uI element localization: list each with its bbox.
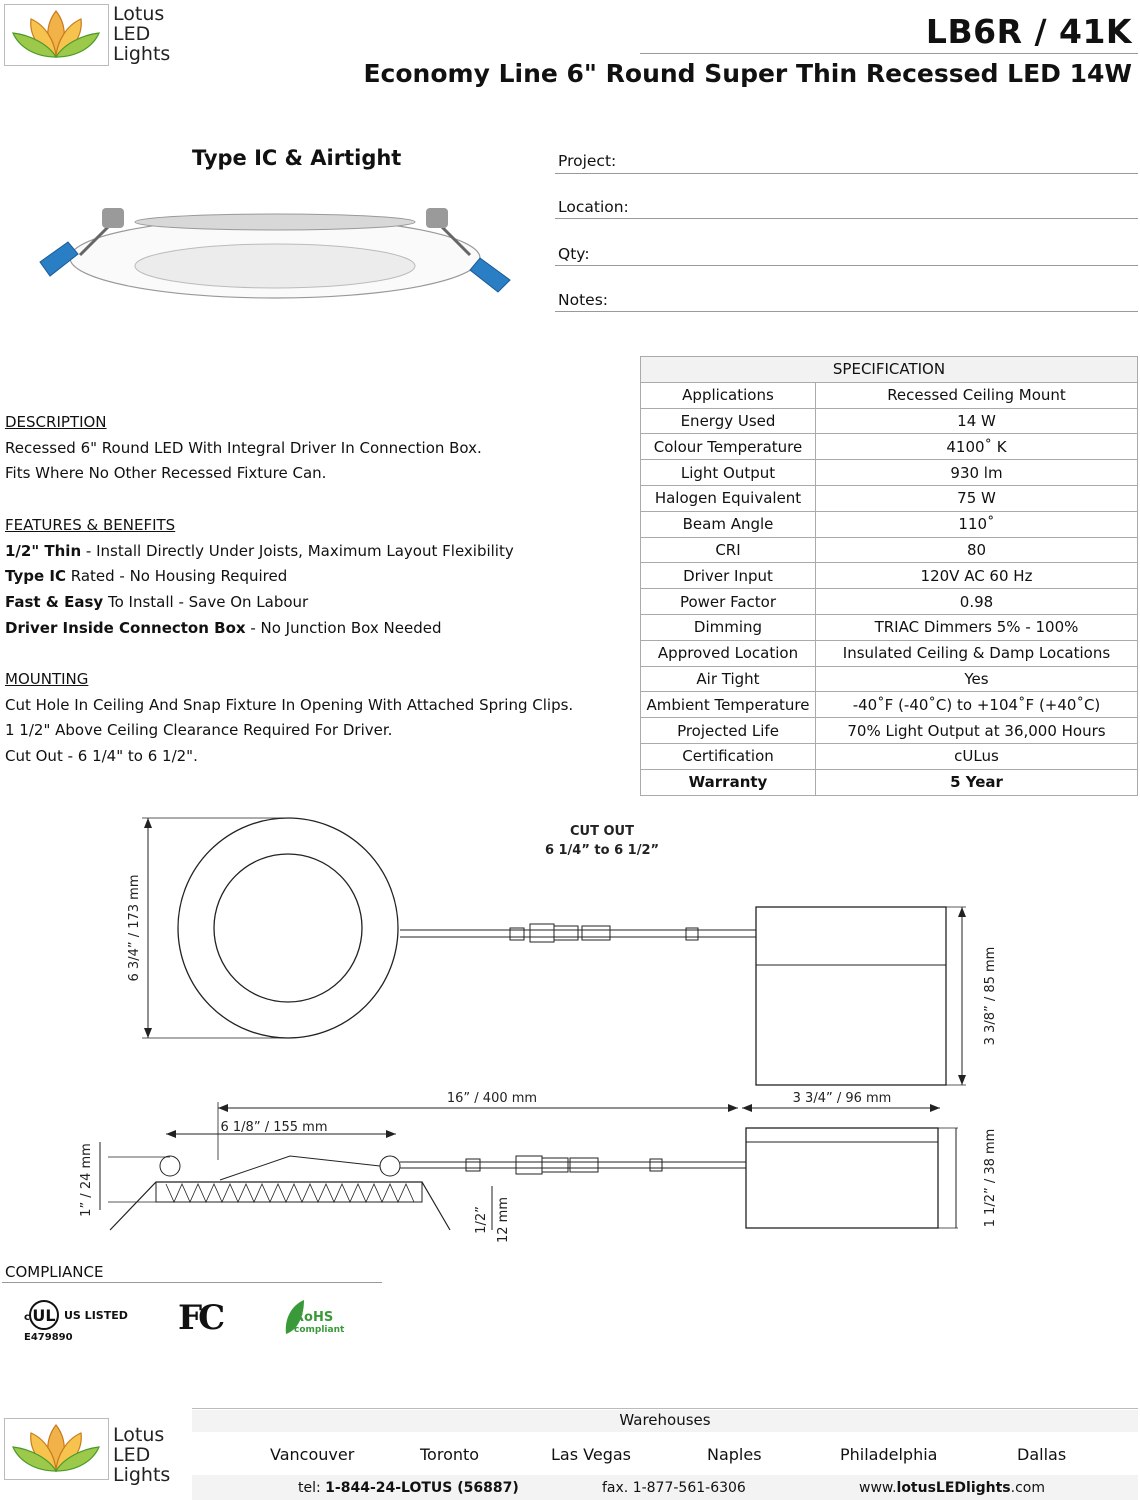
project-field[interactable]	[555, 173, 1138, 174]
spec-label: Power Factor	[641, 589, 816, 615]
technical-drawing	[70, 810, 1030, 1260]
spec-label: Certification	[641, 743, 816, 769]
warehouse-city: Toronto	[420, 1445, 480, 1464]
body-dim-label: 6 1/8” / 155 mm	[220, 1120, 328, 1135]
spec-label: Air Tight	[641, 666, 816, 692]
warehouse-city: Philadelphia	[840, 1445, 938, 1464]
spec-row	[641, 666, 1138, 692]
spec-label: Beam Angle	[641, 511, 816, 537]
spec-value: Insulated Ceiling & Damp Locations	[816, 640, 1138, 666]
fax: fax. 1-877-561-6306	[602, 1480, 746, 1496]
spec-label: Ambient Temperature	[641, 692, 816, 718]
model-number: LB6R / 41K	[925, 12, 1132, 51]
spec-value: 75 W	[816, 485, 1138, 511]
warehouse-city: Vancouver	[270, 1445, 355, 1464]
spec-row	[641, 589, 1138, 615]
ul-logo	[22, 1298, 132, 1348]
spec-title: SPECIFICATION	[641, 357, 1138, 383]
spec-label: Warranty	[641, 769, 816, 795]
features-heading: FEATURES & BENEFITS	[5, 516, 176, 534]
spec-row	[641, 614, 1138, 640]
spec-value: 70% Light Output at 36,000 Hours	[816, 718, 1138, 744]
qty-field[interactable]	[555, 265, 1138, 266]
spec-row	[641, 537, 1138, 563]
ul-number: E479890	[24, 1332, 73, 1343]
spec-label: CRI	[641, 537, 816, 563]
ul-listed-text: US LISTED	[64, 1309, 128, 1322]
mounting-line: Cut Out - 6 1/4" to 6 1/2".	[5, 747, 198, 765]
location-field[interactable]	[555, 218, 1138, 219]
svg-text:UL: UL	[32, 1306, 56, 1325]
description-line: Recessed 6" Round LED With Integral Driver In Connection Box.	[5, 439, 482, 457]
warehouses-title: Warehouses	[619, 1411, 711, 1429]
thin-mm-label: 12 mm	[496, 1196, 511, 1244]
spec-row	[641, 563, 1138, 589]
mounting-line: Cut Hole In Ceiling And Snap Fixture In Opening With Attached Spring Clips.	[5, 696, 574, 714]
spec-label: Light Output	[641, 460, 816, 486]
spec-row	[641, 692, 1138, 718]
spec-value: cULus	[816, 743, 1138, 769]
feature-item: Type IC Rated - No Housing Required	[5, 567, 288, 585]
spec-row	[641, 640, 1138, 666]
height-dim-label: 6 3/4” / 173 mm	[127, 874, 142, 982]
spec-row	[641, 408, 1138, 434]
spec-value: 0.98	[816, 589, 1138, 615]
box-dim-label: 3 3/8” / 85 mm	[983, 946, 998, 1046]
spec-value: Recessed Ceiling Mount	[816, 382, 1138, 408]
thin-dim-label: 1/2”	[474, 1206, 489, 1234]
spec-value: 5 Year	[816, 769, 1138, 795]
spec-row	[641, 511, 1138, 537]
notes-label: Notes:	[558, 291, 608, 309]
cutout-label: CUT OUT	[570, 824, 634, 839]
spec-value: -40˚F (-40˚C) to +104˚F (+40˚C)	[816, 692, 1138, 718]
spec-label: Applications	[641, 382, 816, 408]
product-image	[20, 200, 530, 310]
feature-item: Fast & Easy To Install - Save On Labour	[5, 593, 309, 611]
spec-value: 120V AC 60 Hz	[816, 563, 1138, 589]
spec-value: 14 W	[816, 408, 1138, 434]
spec-label: Projected Life	[641, 718, 816, 744]
spec-label: Energy Used	[641, 408, 816, 434]
spec-row	[641, 769, 1138, 795]
mounting-heading: MOUNTING	[5, 670, 89, 688]
mounting-line: 1 1/2" Above Ceiling Clearance Required For Driver.	[5, 721, 393, 739]
warehouse-city: Dallas	[1017, 1445, 1067, 1464]
spec-label: Halogen Equivalent	[641, 485, 816, 511]
cable-dim-label: 16” / 400 mm	[446, 1091, 538, 1106]
spec-row	[641, 485, 1138, 511]
ul-mark-icon	[22, 1298, 62, 1332]
lotus-flower-icon	[5, 1419, 108, 1479]
cutout-size-label: 6 1/4” to 6 1/2”	[544, 843, 660, 858]
brand-name: Lotus LED Lights	[113, 3, 171, 65]
rohs-compliant-text: compliant	[294, 1325, 345, 1335]
spec-value: 4100˚ K	[816, 434, 1138, 460]
lotus-flower-icon	[5, 5, 108, 65]
svg-text:c: c	[24, 1312, 30, 1323]
spec-row	[641, 434, 1138, 460]
spec-value: 110˚	[816, 511, 1138, 537]
project-label: Project:	[558, 152, 617, 170]
rohs-text: RoHS	[294, 1310, 334, 1325]
depth-dim-label: 1” / 24 mm	[79, 1143, 94, 1217]
compliance-rule	[2, 1282, 382, 1283]
notes-field[interactable]	[555, 311, 1138, 312]
lotus-logo	[4, 4, 109, 66]
spec-label: Dimming	[641, 614, 816, 640]
footer-lotus-logo	[4, 1418, 109, 1480]
spec-value: 80	[816, 537, 1138, 563]
spec-row	[641, 743, 1138, 769]
description-line: Fits Where No Other Recessed Fixture Can.	[5, 464, 327, 482]
footer-brand-name: Lotus LED Lights	[113, 1424, 171, 1486]
rohs-logo	[282, 1298, 352, 1340]
website-link[interactable]: www.lotusLEDlights.com	[859, 1480, 1046, 1496]
spec-label: Driver Input	[641, 563, 816, 589]
spec-value: Yes	[816, 666, 1138, 692]
spec-row	[641, 382, 1138, 408]
warehouse-city: Las Vegas	[551, 1445, 631, 1464]
header-rule	[640, 53, 1138, 54]
spec-value: 930 lm	[816, 460, 1138, 486]
compliance-heading: COMPLIANCE	[5, 1263, 104, 1281]
spec-value: TRIAC Dimmers 5% - 100%	[816, 614, 1138, 640]
description-heading: DESCRIPTION	[5, 413, 107, 431]
spec-row	[641, 718, 1138, 744]
spec-row	[641, 460, 1138, 486]
spec-header-row	[641, 357, 1138, 383]
footer-rule	[192, 1408, 1138, 1409]
type-title: Type IC & Airtight	[192, 146, 402, 170]
box-height-label: 1 1/2” / 38 mm	[983, 1128, 998, 1228]
feature-item: Driver Inside Connecton Box - No Junction Box Needed	[5, 619, 442, 637]
spec-label: Approved Location	[641, 640, 816, 666]
spec-label: Colour Temperature	[641, 434, 816, 460]
location-label: Location:	[558, 198, 629, 216]
product-subtitle: Economy Line 6" Round Super Thin Recessed LED 14W	[363, 59, 1132, 88]
box-length-label: 3 3/4” / 96 mm	[792, 1091, 892, 1106]
specification-table	[640, 356, 1138, 796]
feature-item: 1/2" Thin - Install Directly Under Joists, Maximum Layout Flexibility	[5, 542, 514, 560]
fcc-logo: FC	[178, 1298, 222, 1338]
telephone[interactable]: tel: 1-844-24-LOTUS (56887)	[298, 1480, 519, 1496]
qty-label: Qty:	[558, 245, 590, 263]
warehouse-city: Naples	[707, 1445, 762, 1464]
